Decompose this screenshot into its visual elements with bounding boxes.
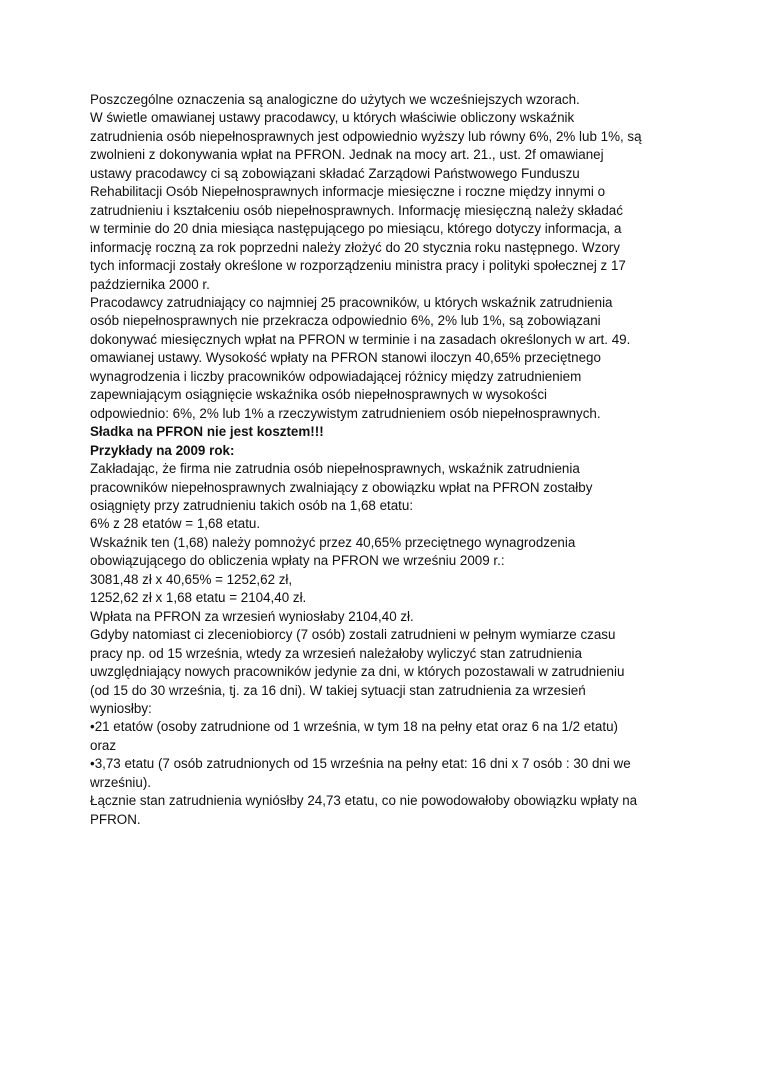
document-text-line: ustawy pracodawcy ci są zobowiązani składać Zarządowi Państwowego Funduszu xyxy=(90,165,580,181)
document-text-line: Zakładając, że firma nie zatrudnia osób niepełnosprawnych, wskaźnik zatrudnienia xyxy=(90,461,580,477)
document-text-line: 1252,62 zł x 1,68 etatu = 2104,40 zł. xyxy=(90,590,307,606)
document-body xyxy=(90,91,680,829)
document-text-line: Rehabilitacji Osób Niepełnosprawnych informacje miesięczne i roczne między innymi o xyxy=(90,184,606,200)
document-text-line: •21 etatów (osoby zatrudnione od 1 września, w tym 18 na pełny etat oraz 6 na 1/2 etatu) xyxy=(90,719,618,735)
document-text-line: wrześniu). xyxy=(90,774,152,790)
document-text-line: informację roczną za rok poprzedni należy złożyć do 20 stycznia roku następnego. Wzory xyxy=(90,239,620,255)
document-text-line: zapewniającym osiągnięcie wskaźnika osób niepełnosprawnych w wysokości xyxy=(90,387,547,403)
document-text-line: •3,73 etatu (7 osób zatrudnionych od 15 września na pełny etat: 16 dni x 7 osób : 30 dni we xyxy=(90,756,631,772)
document-text-line: odpowiednio: 6%, 2% lub 1% a rzeczywistym zatrudnieniem osób niepełnosprawnych. xyxy=(90,405,601,421)
document-text-line: zwolnieni z dokonywania wpłat na PFRON. Jednak na mocy art. 21., ust. 2f omawianej xyxy=(90,147,604,163)
document-text-line: zatrudnieniu i kształceniu osób niepełnosprawnych. Informację miesięczną należy składać xyxy=(90,202,623,218)
document-text-line: Wskaźnik ten (1,68) należy pomnożyć przez 40,65% przeciętnego wynagrodzenia xyxy=(90,534,576,550)
document-text-line: PFRON. xyxy=(90,811,141,827)
document-text-line: osób niepełnosprawnych nie przekracza odpowiednio 6%, 2% lub 1%, są zobowiązani xyxy=(90,313,601,329)
document-text-line: 6% z 28 etatów = 1,68 etatu. xyxy=(90,516,261,532)
document-text-line: dokonywać miesięcznych wpłat na PFRON w terminie i na zasadach określonych w art. 49. xyxy=(90,331,631,347)
document-text-line: Łącznie stan zatrudnienia wyniósłby 24,73 etatu, co nie powodowałoby obowiązku wpłaty na xyxy=(90,793,638,809)
document-text-line: tych informacji zostały określone w rozporządzeniu ministra pracy i polityki społecznej z 17 xyxy=(90,258,626,274)
document-heading-line: Przykłady na 2009 rok: xyxy=(90,442,235,458)
document-text-line: października 2000 r. xyxy=(90,276,210,292)
document-text-line: oraz xyxy=(90,737,117,753)
document-text-line: Poszczególne oznaczenia są analogiczne do użytych we wcześniejszych wzorach. xyxy=(90,92,580,107)
document-text-line: 3081,48 zł x 40,65% = 1252,62 zł, xyxy=(90,571,293,587)
document-text-line: osiągnięty przy zatrudnieniu takich osób na 1,68 etatu: xyxy=(90,497,414,513)
document-text-line: uwzględniający nowych pracowników jedynie za dni, w których pozostawali w zatrudnieniu xyxy=(90,664,625,680)
document-text-line: zatrudnienia osób niepełnosprawnych jest odpowiednio wyższy lub równy 6%, 2% lub 1%, są xyxy=(90,128,642,144)
document-text-line: w terminie do 20 dnia miesiąca następującego po miesiącu, którego dotyczy informacja, a xyxy=(90,221,622,237)
document-text-line: (od 15 do 30 września, tj. za 16 dni). W takiej sytuacji stan zatrudnienia za wrzesień xyxy=(90,682,586,698)
document-text-line: obowiązującego do obliczenia wpłaty na PFRON we wrześniu 2009 r.: xyxy=(90,553,505,569)
document-text-line: Gdyby natomiast ci zleceniobiorcy (7 osób) zostali zatrudnieni w pełnym wymiarze czasu xyxy=(90,627,616,643)
document-text-line: omawianej ustawy. Wysokość wpłaty na PFRON stanowi iloczyn 40,65% przeciętnego xyxy=(90,350,601,366)
document-text-line: pracy np. od 15 września, wtedy za wrzesień należałoby wyliczyć stan zatrudnienia xyxy=(90,645,582,661)
document-text-line: wyniosłby: xyxy=(90,700,152,716)
document-text-line: Pracodawcy zatrudniający co najmniej 25 pracowników, u których wskaźnik zatrudnienia xyxy=(90,294,613,310)
document-text-line: W świetle omawianej ustawy pracodawcy, u których właściwie obliczony wskaźnik xyxy=(90,110,575,126)
document-text-line: pracowników niepełnosprawnych zwalniający z obowiązku wpłat na PFRON zostałby xyxy=(90,479,593,495)
document-text-line: Wpłata na PFRON za wrzesień wyniosłaby 2104,40 zł. xyxy=(90,608,414,624)
document-heading-line: Sładka na PFRON nie jest kosztem!!! xyxy=(90,424,324,440)
document-text-line: wynagrodzenia i liczby pracowników odpowiadającej różnicy między zatrudnieniem xyxy=(90,368,582,384)
